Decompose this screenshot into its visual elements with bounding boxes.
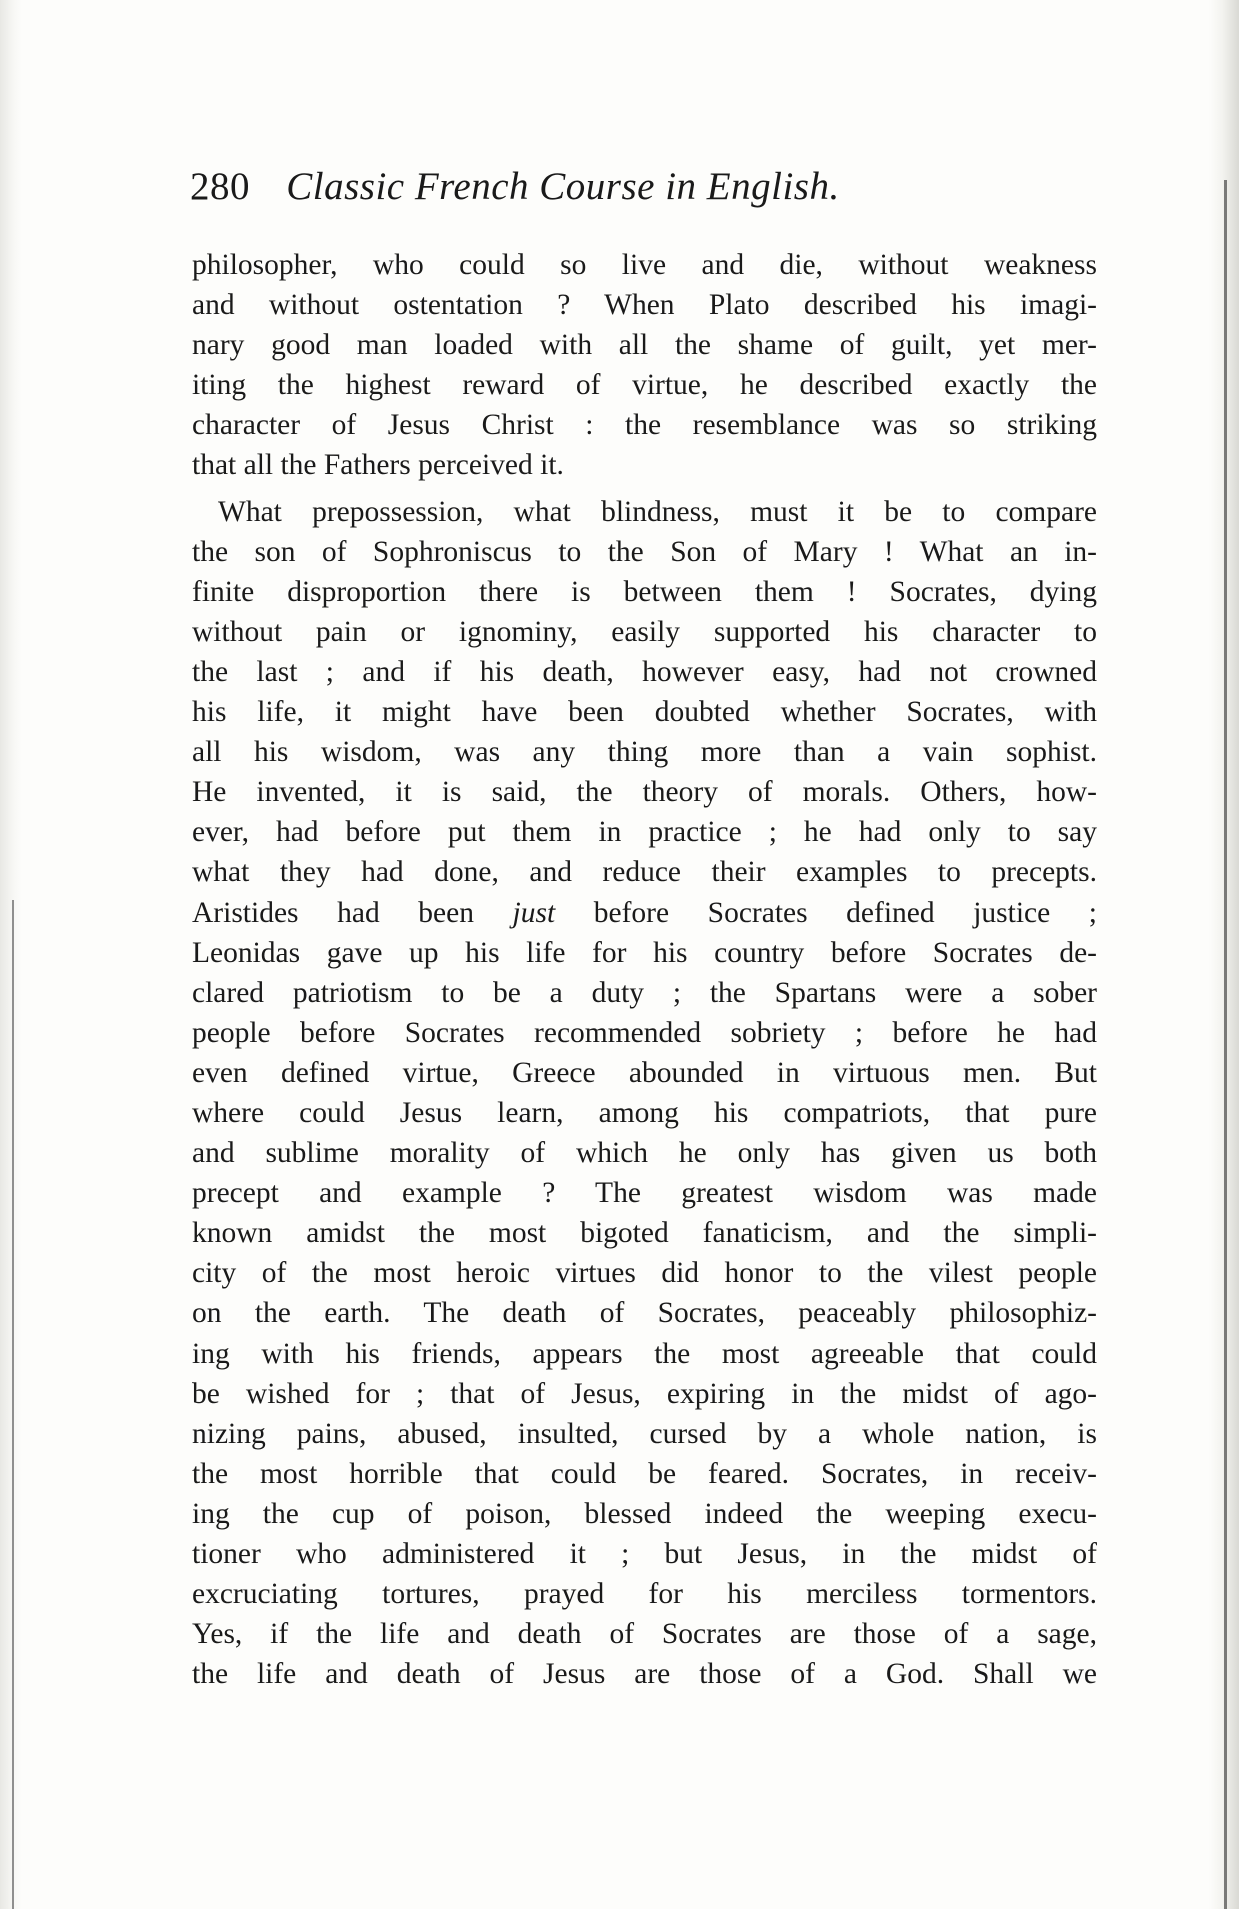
text-line: He invented, it is said, the theory of morals. Others, how- bbox=[192, 776, 1097, 809]
text-line: excruciating tortures, prayed for his merciless tormentors. bbox=[192, 1578, 1097, 1611]
text-line: the son of Sophroniscus to the Son of Mary ! What an in- bbox=[192, 535, 1097, 568]
text-line: be wished for ; that of Jesus, expiring in the midst of ago- bbox=[192, 1377, 1097, 1410]
italic-word: just bbox=[512, 896, 556, 929]
text-line: iting the highest reward of virtue, he described exactly the bbox=[192, 369, 1097, 402]
page-right-edge-line bbox=[1224, 180, 1227, 1909]
text-line: people before Socrates recommended sobriety ; before he had bbox=[192, 1016, 1097, 1049]
text-line: Leonidas gave up his life for his country before Socrates de- bbox=[192, 936, 1097, 969]
text-line: clared patriotism to be a duty ; the Spartans were a sober bbox=[192, 976, 1097, 1009]
page-left-binding-line bbox=[12, 900, 14, 1909]
text-line: philosopher, who could so live and die, without weakness bbox=[192, 249, 1097, 281]
text-line: character of Jesus Christ : the resemblance was so striking bbox=[192, 409, 1097, 442]
text-line: the last ; and if his death, however easy, had not crowned bbox=[192, 655, 1097, 688]
text-line: Yes, if the life and death of Socrates are those of a sage, bbox=[192, 1618, 1097, 1651]
text-segment: before Socrates defined justice ; bbox=[555, 896, 1097, 929]
text-line: finite disproportion there is between them ! Socrates, dying bbox=[192, 575, 1097, 608]
text-line: where could Jesus learn, among his compatriots, that pure bbox=[192, 1096, 1097, 1129]
text-line: ing the cup of poison, blessed indeed the weeping execu- bbox=[192, 1497, 1097, 1530]
text-line: even defined virtue, Greece abounded in virtuous men. But bbox=[192, 1056, 1097, 1089]
text-line: What prepossession, what blindness, must it be to compare bbox=[218, 495, 1097, 528]
text-line: tioner who administered it ; but Jesus, in the midst of bbox=[192, 1538, 1097, 1570]
body-text bbox=[192, 245, 1097, 1694]
text-line: on the earth. The death of Socrates, peaceably philosophiz- bbox=[192, 1297, 1097, 1330]
text-line: and sublime morality of which he only has given us both bbox=[192, 1137, 1097, 1170]
paragraph bbox=[192, 245, 1097, 486]
text-line: ever, had before put them in practice ; he had only to say bbox=[192, 816, 1097, 849]
page-number: 280 bbox=[190, 165, 250, 208]
text-line: the most horrible that could be feared. Socrates, in receiv- bbox=[192, 1457, 1097, 1490]
paragraph bbox=[192, 492, 1097, 1695]
running-title: Classic French Course in English. bbox=[286, 165, 840, 208]
text-line: known amidst the most bigoted fanaticism, and the simpli- bbox=[192, 1217, 1097, 1250]
text-line: precept and example ? The greatest wisdom was made bbox=[192, 1177, 1097, 1210]
text-line: all his wisdom, was any thing more than a vain sophist. bbox=[192, 736, 1097, 769]
text-line: nizing pains, abused, insulted, cursed by a whole nation, is bbox=[192, 1417, 1097, 1450]
text-line: that all the Fathers perceived it. bbox=[192, 449, 564, 482]
page-left-edge-shadow bbox=[0, 0, 22, 1909]
text-segment: Aristides had been bbox=[192, 896, 513, 929]
text-line: nary good man loaded with all the shame of guilt, yet mer- bbox=[192, 329, 1097, 362]
text-line-with-italic bbox=[192, 893, 1097, 933]
text-line: ing with his friends, appears the most agreeable that could bbox=[192, 1337, 1097, 1370]
text-line: and without ostentation ? When Plato described his imagi- bbox=[192, 289, 1097, 322]
text-line: without pain or ignominy, easily supported his character to bbox=[192, 615, 1097, 648]
text-line: the life and death of Jesus are those of a God. Shall we bbox=[192, 1658, 1097, 1691]
text-line: city of the most heroic virtues did honor to the vilest people bbox=[192, 1257, 1097, 1290]
running-head bbox=[190, 162, 1060, 212]
text-line: his life, it might have been doubted whether Socrates, with bbox=[192, 696, 1097, 729]
text-line: what they had done, and reduce their examples to precepts. bbox=[192, 856, 1097, 889]
